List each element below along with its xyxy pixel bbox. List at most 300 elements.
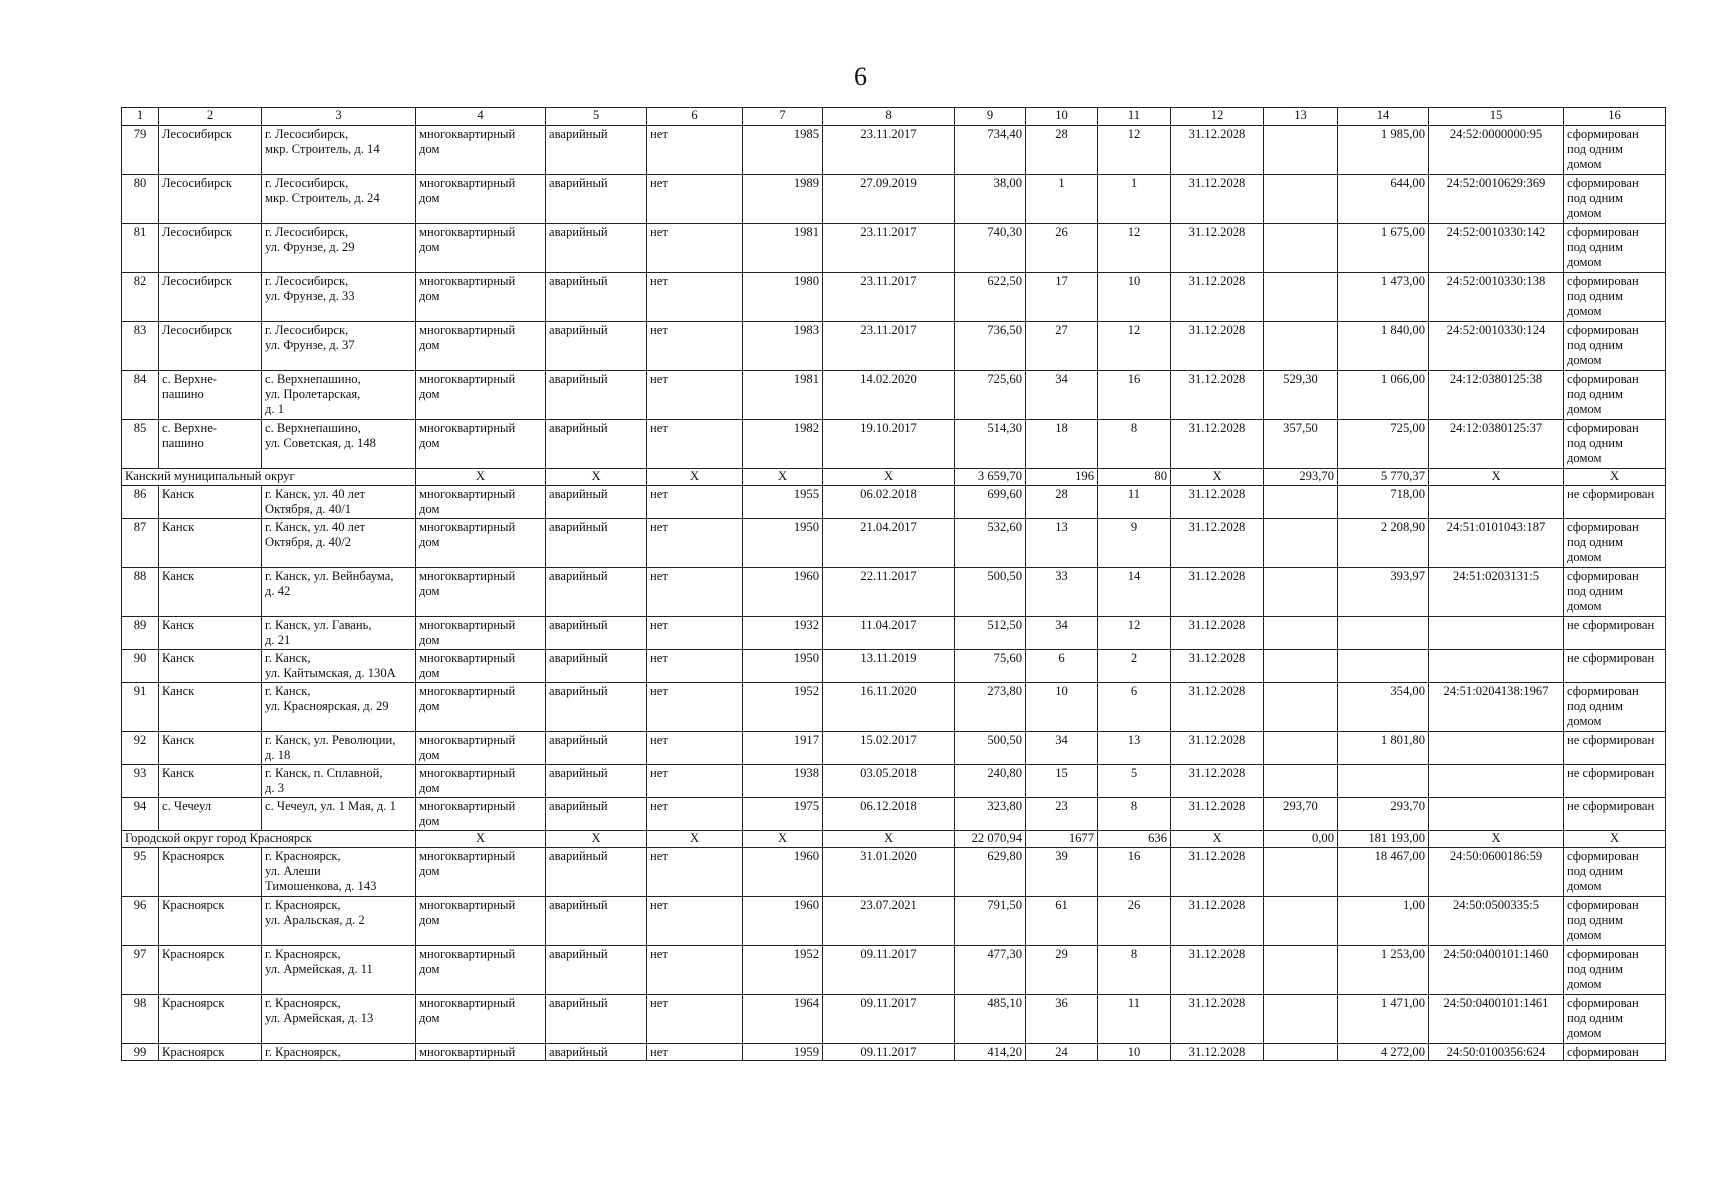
table-cell: 736,50 bbox=[955, 322, 1026, 371]
table-cell: 23.07.2021 bbox=[823, 897, 955, 946]
table-cell: аварийный bbox=[546, 617, 647, 650]
table-cell: 26 bbox=[1026, 224, 1098, 273]
table-cell: 31.12.2028 bbox=[1171, 765, 1264, 798]
table-cell: 24:52:0010330:142 bbox=[1429, 224, 1564, 273]
group-cell: X bbox=[743, 469, 823, 486]
group-cell: X bbox=[823, 831, 955, 848]
group-cell: 22 070,94 bbox=[955, 831, 1026, 848]
table-cell: 1 840,00 bbox=[1338, 322, 1429, 371]
table-cell: 12 bbox=[1098, 126, 1171, 175]
table-cell: 31.12.2028 bbox=[1171, 126, 1264, 175]
table-cell: многоквартирный дом bbox=[416, 995, 546, 1044]
table-cell: аварийный bbox=[546, 486, 647, 519]
table-cell: 24:51:0204138:1967 bbox=[1429, 683, 1564, 732]
table-cell: 17 bbox=[1026, 273, 1098, 322]
table-cell: 4 272,00 bbox=[1338, 1044, 1429, 1061]
table-cell: 1 253,00 bbox=[1338, 946, 1429, 995]
table-row bbox=[122, 732, 1666, 765]
table-cell: 11 bbox=[1098, 995, 1171, 1044]
table-cell: 699,60 bbox=[955, 486, 1026, 519]
table-cell bbox=[1264, 568, 1338, 617]
table-cell: 98 bbox=[122, 995, 159, 1044]
table-cell: 1960 bbox=[743, 897, 823, 946]
table-cell: 1932 bbox=[743, 617, 823, 650]
table-cell: нет bbox=[647, 371, 743, 420]
table-cell: 31.12.2028 bbox=[1171, 617, 1264, 650]
column-number-cell: 7 bbox=[743, 108, 823, 126]
table-cell: многоквартирный дом bbox=[416, 683, 546, 732]
table-cell: нет bbox=[647, 273, 743, 322]
table-cell: 21.04.2017 bbox=[823, 519, 955, 568]
table-cell: 514,30 bbox=[955, 420, 1026, 469]
table-cell: 1950 bbox=[743, 519, 823, 568]
table-cell: 293,70 bbox=[1264, 798, 1338, 831]
table-cell: нет bbox=[647, 946, 743, 995]
table-cell bbox=[1264, 995, 1338, 1044]
table-cell: 1938 bbox=[743, 765, 823, 798]
table-cell: нет bbox=[647, 897, 743, 946]
table-cell: не сформирован bbox=[1564, 650, 1666, 683]
table-cell: многоквартирный дом bbox=[416, 765, 546, 798]
table-cell bbox=[1264, 897, 1338, 946]
table-cell: 2 bbox=[1098, 650, 1171, 683]
table-cell: 31.12.2028 bbox=[1171, 420, 1264, 469]
table-cell: сформирован под одним домом bbox=[1564, 946, 1666, 995]
table-cell: аварийный bbox=[546, 175, 647, 224]
table-cell: 31.12.2028 bbox=[1171, 897, 1264, 946]
table-cell: сформирован под одним домом bbox=[1564, 322, 1666, 371]
group-cell: 80 bbox=[1098, 469, 1171, 486]
housing-register-table bbox=[121, 107, 1666, 1061]
column-number-cell: 1 bbox=[122, 108, 159, 126]
table-cell bbox=[1264, 683, 1338, 732]
table-row bbox=[122, 568, 1666, 617]
table-cell: 15 bbox=[1026, 765, 1098, 798]
table-cell: нет bbox=[647, 732, 743, 765]
table-cell: нет bbox=[647, 568, 743, 617]
table-cell: г. Лесосибирск, ул. Фрунзе, д. 33 bbox=[262, 273, 416, 322]
table-cell: 99 bbox=[122, 1044, 159, 1061]
table-cell: Канск bbox=[159, 617, 262, 650]
table-cell: 357,50 bbox=[1264, 420, 1338, 469]
column-number-cell: 4 bbox=[416, 108, 546, 126]
table-cell: 31.12.2028 bbox=[1171, 798, 1264, 831]
group-cell: X bbox=[823, 469, 955, 486]
table-cell: аварийный bbox=[546, 224, 647, 273]
table-cell: 39 bbox=[1026, 848, 1098, 897]
table-cell: 22.11.2017 bbox=[823, 568, 955, 617]
table-cell: 24:51:0203131:5 bbox=[1429, 568, 1564, 617]
table-cell: 512,50 bbox=[955, 617, 1026, 650]
table-cell: нет bbox=[647, 848, 743, 897]
table-cell: 29 bbox=[1026, 946, 1098, 995]
table-cell: 81 bbox=[122, 224, 159, 273]
group-cell: 181 193,00 bbox=[1338, 831, 1429, 848]
table-cell: 393,97 bbox=[1338, 568, 1429, 617]
table-cell: 23.11.2017 bbox=[823, 224, 955, 273]
table-cell bbox=[1264, 765, 1338, 798]
table-cell: с. Чечеул, ул. 1 Мая, д. 1 bbox=[262, 798, 416, 831]
table-cell: 1950 bbox=[743, 650, 823, 683]
table-cell: не сформирован bbox=[1564, 798, 1666, 831]
table-cell: сформирован под одним домом bbox=[1564, 683, 1666, 732]
table-cell: нет bbox=[647, 486, 743, 519]
table-cell: сформирован под одним домом bbox=[1564, 224, 1666, 273]
table-cell: нет bbox=[647, 175, 743, 224]
table-cell: аварийный bbox=[546, 995, 647, 1044]
table-cell: г. Канск, ул. Революции, д. 18 bbox=[262, 732, 416, 765]
table-cell: 03.05.2018 bbox=[823, 765, 955, 798]
table-cell: нет bbox=[647, 224, 743, 273]
table-cell: 92 bbox=[122, 732, 159, 765]
group-cell: X bbox=[743, 831, 823, 848]
table-row bbox=[122, 683, 1666, 732]
table-cell: сформирован под одним домом bbox=[1564, 848, 1666, 897]
table-body bbox=[122, 108, 1666, 1061]
table-cell: сформирован под одним домом bbox=[1564, 995, 1666, 1044]
table-row bbox=[122, 175, 1666, 224]
table-cell: 14 bbox=[1098, 568, 1171, 617]
table-cell: многоквартирный дом bbox=[416, 322, 546, 371]
table-cell: многоквартирный дом bbox=[416, 946, 546, 995]
table-cell: многоквартирный дом bbox=[416, 732, 546, 765]
table-cell: 8 bbox=[1098, 798, 1171, 831]
table-cell: многоквартирный дом bbox=[416, 848, 546, 897]
table-cell: 323,80 bbox=[955, 798, 1026, 831]
page-number: 6 bbox=[854, 62, 867, 91]
table-cell: Канск bbox=[159, 683, 262, 732]
table-cell: сформирован под одним домом bbox=[1564, 126, 1666, 175]
group-cell: X bbox=[416, 831, 546, 848]
table-cell: аварийный bbox=[546, 519, 647, 568]
table-cell: 1960 bbox=[743, 568, 823, 617]
table-cell: с. Верхнепашино, ул. Пролетарская, д. 1 bbox=[262, 371, 416, 420]
table-cell: 31.01.2020 bbox=[823, 848, 955, 897]
table-row bbox=[122, 126, 1666, 175]
table-cell: 31.12.2028 bbox=[1171, 322, 1264, 371]
table-cell: 622,50 bbox=[955, 273, 1026, 322]
table-cell: г. Красноярск, ул. Алеши Тимошенкова, д. 143 bbox=[262, 848, 416, 897]
table-cell: 31.12.2028 bbox=[1171, 848, 1264, 897]
table-cell: 61 bbox=[1026, 897, 1098, 946]
table-cell bbox=[1429, 650, 1564, 683]
table-cell: 28 bbox=[1026, 486, 1098, 519]
table-cell: 5 bbox=[1098, 765, 1171, 798]
table-cell: 86 bbox=[122, 486, 159, 519]
table-cell: не сформирован bbox=[1564, 617, 1666, 650]
table-row bbox=[122, 617, 1666, 650]
table-cell bbox=[1338, 617, 1429, 650]
table-cell: аварийный bbox=[546, 371, 647, 420]
table-cell: сформирован под одним домом bbox=[1564, 897, 1666, 946]
table-cell: аварийный bbox=[546, 732, 647, 765]
table-cell: 82 bbox=[122, 273, 159, 322]
table-cell: 85 bbox=[122, 420, 159, 469]
table-cell: аварийный bbox=[546, 683, 647, 732]
table-cell: многоквартирный дом bbox=[416, 175, 546, 224]
table-cell: г. Лесосибирск, мкр. Строитель, д. 24 bbox=[262, 175, 416, 224]
table-cell: 16 bbox=[1098, 371, 1171, 420]
table-cell: 31.12.2028 bbox=[1171, 486, 1264, 519]
table-cell: 6 bbox=[1026, 650, 1098, 683]
table-cell: Красноярск bbox=[159, 848, 262, 897]
table-cell bbox=[1429, 617, 1564, 650]
table-cell: сформирован под одним домом bbox=[1564, 175, 1666, 224]
table-row bbox=[122, 273, 1666, 322]
table-cell: Лесосибирск bbox=[159, 175, 262, 224]
table-cell: 1975 bbox=[743, 798, 823, 831]
table-cell: 80 bbox=[122, 175, 159, 224]
table-cell: 740,30 bbox=[955, 224, 1026, 273]
table-row bbox=[122, 848, 1666, 897]
table-cell: 8 bbox=[1098, 420, 1171, 469]
table-cell bbox=[1264, 486, 1338, 519]
table-cell: Лесосибирск bbox=[159, 322, 262, 371]
table-cell: 24:52:0000000:95 bbox=[1429, 126, 1564, 175]
column-number-cell: 6 bbox=[647, 108, 743, 126]
table-cell: 2 208,90 bbox=[1338, 519, 1429, 568]
table-cell: 09.11.2017 bbox=[823, 1044, 955, 1061]
table-cell: 13 bbox=[1026, 519, 1098, 568]
table-cell: 14.02.2020 bbox=[823, 371, 955, 420]
table-cell: аварийный bbox=[546, 650, 647, 683]
table-cell: Лесосибирск bbox=[159, 126, 262, 175]
table-cell: Лесосибирск bbox=[159, 224, 262, 273]
table-cell: 529,30 bbox=[1264, 371, 1338, 420]
table-cell: Канск bbox=[159, 732, 262, 765]
table-cell: 94 bbox=[122, 798, 159, 831]
table-cell: 500,50 bbox=[955, 568, 1026, 617]
group-cell: 3 659,70 bbox=[955, 469, 1026, 486]
column-number-cell: 9 bbox=[955, 108, 1026, 126]
table-cell: многоквартирный дом bbox=[416, 519, 546, 568]
table-cell: аварийный bbox=[546, 897, 647, 946]
group-cell: X bbox=[416, 469, 546, 486]
table-cell: 31.12.2028 bbox=[1171, 175, 1264, 224]
table-cell: нет bbox=[647, 420, 743, 469]
table-cell: многоквартирный дом bbox=[416, 798, 546, 831]
table-row bbox=[122, 946, 1666, 995]
table-cell: 31.12.2028 bbox=[1171, 371, 1264, 420]
column-number-cell: 5 bbox=[546, 108, 647, 126]
table-cell: г. Канск, п. Сплавной, д. 3 bbox=[262, 765, 416, 798]
table-cell: 1960 bbox=[743, 848, 823, 897]
table-cell: Канск bbox=[159, 650, 262, 683]
column-number-cell: 2 bbox=[159, 108, 262, 126]
group-subtotal-row bbox=[122, 469, 1666, 486]
table-cell: 644,00 bbox=[1338, 175, 1429, 224]
table-cell: аварийный bbox=[546, 420, 647, 469]
table-cell: 629,80 bbox=[955, 848, 1026, 897]
table-cell: 1981 bbox=[743, 371, 823, 420]
table-cell: 24:50:0400101:1461 bbox=[1429, 995, 1564, 1044]
table-cell: 1 473,00 bbox=[1338, 273, 1429, 322]
table-cell: нет bbox=[647, 683, 743, 732]
group-cell: X bbox=[1429, 469, 1564, 486]
table-cell: многоквартирный дом bbox=[416, 420, 546, 469]
table-cell: 12 bbox=[1098, 224, 1171, 273]
table-cell: нет bbox=[647, 1044, 743, 1061]
table-cell: многоквартирный дом bbox=[416, 224, 546, 273]
group-label: Канский муниципальный округ bbox=[122, 469, 416, 486]
table-cell: 24:50:0500335:5 bbox=[1429, 897, 1564, 946]
table-cell: 24:12:0380125:37 bbox=[1429, 420, 1564, 469]
table-cell: г. Канск, ул. 40 лет Октября, д. 40/1 bbox=[262, 486, 416, 519]
table-cell: 26 bbox=[1098, 897, 1171, 946]
table-cell: 38,00 bbox=[955, 175, 1026, 224]
column-number-cell: 3 bbox=[262, 108, 416, 126]
table-cell bbox=[1264, 650, 1338, 683]
table-cell: нет bbox=[647, 650, 743, 683]
table-cell: 1 066,00 bbox=[1338, 371, 1429, 420]
table-cell: 16 bbox=[1098, 848, 1171, 897]
table-cell: аварийный bbox=[546, 848, 647, 897]
group-cell: X bbox=[1564, 831, 1666, 848]
table-row bbox=[122, 765, 1666, 798]
table-cell: 34 bbox=[1026, 617, 1098, 650]
table-cell: аварийный bbox=[546, 322, 647, 371]
table-cell: 16.11.2020 bbox=[823, 683, 955, 732]
table-cell: 24 bbox=[1026, 1044, 1098, 1061]
table-cell: 1952 bbox=[743, 683, 823, 732]
table-cell: 1964 bbox=[743, 995, 823, 1044]
table-cell: Красноярск bbox=[159, 946, 262, 995]
column-number-cell: 14 bbox=[1338, 108, 1429, 126]
table-cell: аварийный bbox=[546, 765, 647, 798]
table-cell: нет bbox=[647, 519, 743, 568]
table-cell: аварийный bbox=[546, 1044, 647, 1061]
table-cell: 24:52:0010629:369 bbox=[1429, 175, 1564, 224]
table-cell: не сформирован bbox=[1564, 486, 1666, 519]
table-cell: 90 bbox=[122, 650, 159, 683]
table-cell: аварийный bbox=[546, 126, 647, 175]
group-cell: 1677 bbox=[1026, 831, 1098, 848]
table-cell: 1 675,00 bbox=[1338, 224, 1429, 273]
table-cell: с. Верхнепашино, ул. Советская, д. 148 bbox=[262, 420, 416, 469]
table-cell: сформирован под одним домом bbox=[1564, 420, 1666, 469]
table-cell: сформирован под одним домом bbox=[1564, 568, 1666, 617]
table-cell: 12 bbox=[1098, 322, 1171, 371]
table-cell bbox=[1338, 650, 1429, 683]
table-cell: сформирован bbox=[1564, 1044, 1666, 1061]
group-cell: X bbox=[546, 831, 647, 848]
table-cell: 34 bbox=[1026, 371, 1098, 420]
table-cell: с. Чечеул bbox=[159, 798, 262, 831]
table-cell: 1917 bbox=[743, 732, 823, 765]
table-cell: многоквартирный дом bbox=[416, 897, 546, 946]
table-cell: 477,30 bbox=[955, 946, 1026, 995]
table-cell: 23 bbox=[1026, 798, 1098, 831]
table-cell: не сформирован bbox=[1564, 732, 1666, 765]
table-cell: 1959 bbox=[743, 1044, 823, 1061]
table-cell: 19.10.2017 bbox=[823, 420, 955, 469]
table-cell bbox=[1429, 765, 1564, 798]
group-cell: X bbox=[546, 469, 647, 486]
column-number-cell: 13 bbox=[1264, 108, 1338, 126]
table-cell: 24:51:0101043:187 bbox=[1429, 519, 1564, 568]
group-cell: X bbox=[647, 469, 743, 486]
column-number-cell: 12 bbox=[1171, 108, 1264, 126]
table-cell: 1985 bbox=[743, 126, 823, 175]
table-cell bbox=[1264, 519, 1338, 568]
table-row bbox=[122, 650, 1666, 683]
table-cell: Канск bbox=[159, 568, 262, 617]
table-cell: 09.11.2017 bbox=[823, 946, 955, 995]
table-cell: 18 467,00 bbox=[1338, 848, 1429, 897]
group-cell: 196 bbox=[1026, 469, 1098, 486]
table-cell: 1989 bbox=[743, 175, 823, 224]
table-cell: 485,10 bbox=[955, 995, 1026, 1044]
table-cell: 23.11.2017 bbox=[823, 322, 955, 371]
table-cell: г. Лесосибирск, ул. Фрунзе, д. 29 bbox=[262, 224, 416, 273]
table-cell: 1 985,00 bbox=[1338, 126, 1429, 175]
table-cell bbox=[1264, 175, 1338, 224]
table-cell: с. Верхне- пашино bbox=[159, 371, 262, 420]
table-cell: 33 bbox=[1026, 568, 1098, 617]
table-cell bbox=[1264, 126, 1338, 175]
table-cell: 24:50:0400101:1460 bbox=[1429, 946, 1564, 995]
table-cell bbox=[1264, 617, 1338, 650]
group-cell: 0,00 bbox=[1264, 831, 1338, 848]
table-cell: 23.11.2017 bbox=[823, 126, 955, 175]
table-cell: 91 bbox=[122, 683, 159, 732]
table-cell: 273,80 bbox=[955, 683, 1026, 732]
table-cell: 10 bbox=[1098, 273, 1171, 322]
table-cell: 10 bbox=[1026, 683, 1098, 732]
table-cell: аварийный bbox=[546, 568, 647, 617]
table-cell: нет bbox=[647, 995, 743, 1044]
table-cell: 1,00 bbox=[1338, 897, 1429, 946]
group-cell: X bbox=[1171, 831, 1264, 848]
table-cell bbox=[1429, 732, 1564, 765]
column-number-cell: 16 bbox=[1564, 108, 1666, 126]
table-cell: 6 bbox=[1098, 683, 1171, 732]
table-cell: 734,40 bbox=[955, 126, 1026, 175]
table-row bbox=[122, 519, 1666, 568]
table-cell: 532,60 bbox=[955, 519, 1026, 568]
table-cell: многоквартирный дом bbox=[416, 126, 546, 175]
table-cell: Красноярск bbox=[159, 995, 262, 1044]
table-cell: 1952 bbox=[743, 946, 823, 995]
table-cell bbox=[1264, 848, 1338, 897]
table-row bbox=[122, 897, 1666, 946]
table-cell: сформирован под одним домом bbox=[1564, 273, 1666, 322]
column-number-cell: 15 bbox=[1429, 108, 1564, 126]
table-cell: 79 bbox=[122, 126, 159, 175]
table-cell: 24:52:0010330:138 bbox=[1429, 273, 1564, 322]
table-cell: нет bbox=[647, 126, 743, 175]
table-cell: 95 bbox=[122, 848, 159, 897]
table-cell: 96 bbox=[122, 897, 159, 946]
table-cell: 36 bbox=[1026, 995, 1098, 1044]
table-row bbox=[122, 224, 1666, 273]
table-row bbox=[122, 486, 1666, 519]
table-cell: 31.12.2028 bbox=[1171, 519, 1264, 568]
group-cell: X bbox=[1564, 469, 1666, 486]
table-cell: г. Канск, ул. Вейнбаума, д. 42 bbox=[262, 568, 416, 617]
table-row bbox=[122, 1044, 1666, 1061]
table-cell bbox=[1264, 946, 1338, 995]
table-cell bbox=[1264, 273, 1338, 322]
table-cell: Канск bbox=[159, 486, 262, 519]
table-cell: многоквартирный дом bbox=[416, 617, 546, 650]
table-cell: г. Красноярск, ул. Армейская, д. 13 bbox=[262, 995, 416, 1044]
table-cell bbox=[1338, 765, 1429, 798]
table-cell: нет bbox=[647, 798, 743, 831]
table-cell: г. Красноярск, ул. Аральская, д. 2 bbox=[262, 897, 416, 946]
table-cell: 1982 bbox=[743, 420, 823, 469]
table-cell: 725,60 bbox=[955, 371, 1026, 420]
